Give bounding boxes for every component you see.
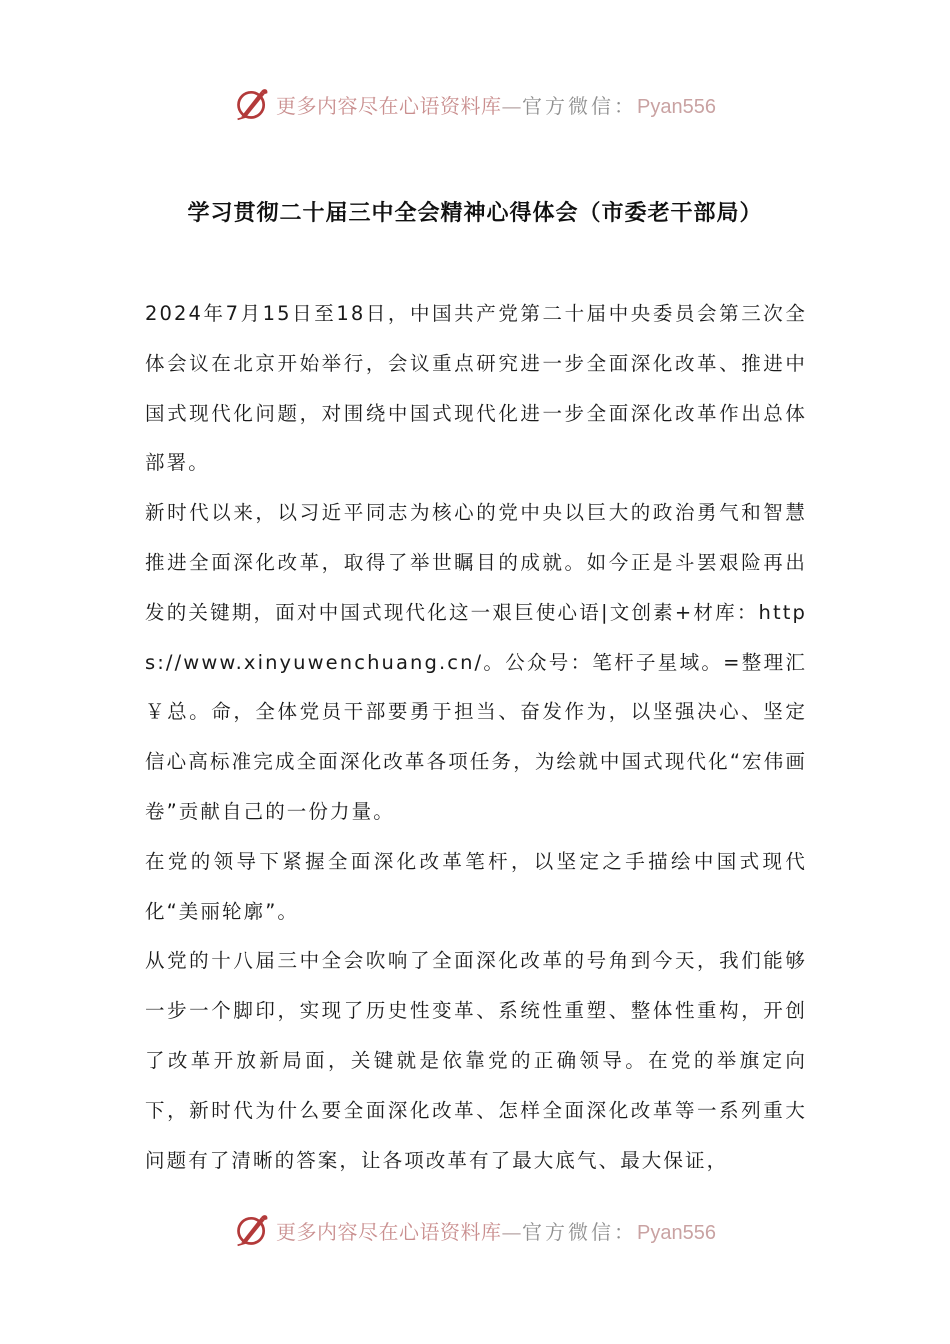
watermark-separator: — xyxy=(501,1219,523,1244)
watermark-wechat-id: Pyan556 xyxy=(637,95,716,118)
quill-pen-in-circle-icon xyxy=(234,86,270,122)
paragraph: 从党的十八届三中全会吹响了全面深化改革的号角到今天，我们能够一步一个脚印，实现了历史性变革、系统性重塑、整体性重构，开创了改革开放新局面，关键就是依靠党的正确领导。在党的举旗定向下，新时代为什么要全面深化改革、怎样全面深化改革等一系列重大问题有了清晰的答案，让各项改革有了最大底气、最大保证， xyxy=(145,949,807,1172)
watermark-separator: — xyxy=(501,93,523,118)
watermark-wechat-label: 官方微信： xyxy=(522,1219,638,1244)
header-watermark xyxy=(0,84,950,124)
watermark-wechat-label: 官方微信： xyxy=(522,93,638,118)
footer-watermark xyxy=(0,1210,950,1250)
paragraph: 在党的领导下紧握全面深化改革笔杆，以坚定之手描绘中国式现代化“美丽轮廓”。 xyxy=(145,849,807,923)
watermark-wechat-id: Pyan556 xyxy=(637,1221,716,1244)
watermark-site-text: 更多内容尽在心语资料库 xyxy=(276,93,502,118)
paragraph: 2024年7月15日至18日，中国共产党第二十届中央委员会第三次全体会议在北京开始举行，会议重点研究进一步全面深化改革、推进中国式现代化问题，对围绕中国式现代化进一步全面深化改革作出总体部署。 xyxy=(145,302,807,475)
quill-pen-in-circle-icon xyxy=(234,1212,270,1248)
watermark-site-text: 更多内容尽在心语资料库 xyxy=(276,1219,502,1244)
paragraph: 新时代以来，以习近平同志为核心的党中央以巨大的政治勇气和智慧推进全面深化改革，取得了举世瞩目的成就。如今正是斗罢艰险再出发的关键期，面对中国式现代化这一艰巨使心语|文创素+材库：https://www.xinyuwenchuang.cn/。公众号：笔杆子星域。=整理汇￥总。命，全体党员干部要勇于担当、奋发作为，以坚强决心、坚定信心高标准完成全面深化改革各项任务，为绘就中国式现代化“宏伟画卷”贡献自己的一份力量。 xyxy=(145,501,807,823)
document-title: 学习贯彻二十届三中全会精神心得体会（市委老干部局） xyxy=(187,200,763,226)
document-body xyxy=(145,289,807,1185)
